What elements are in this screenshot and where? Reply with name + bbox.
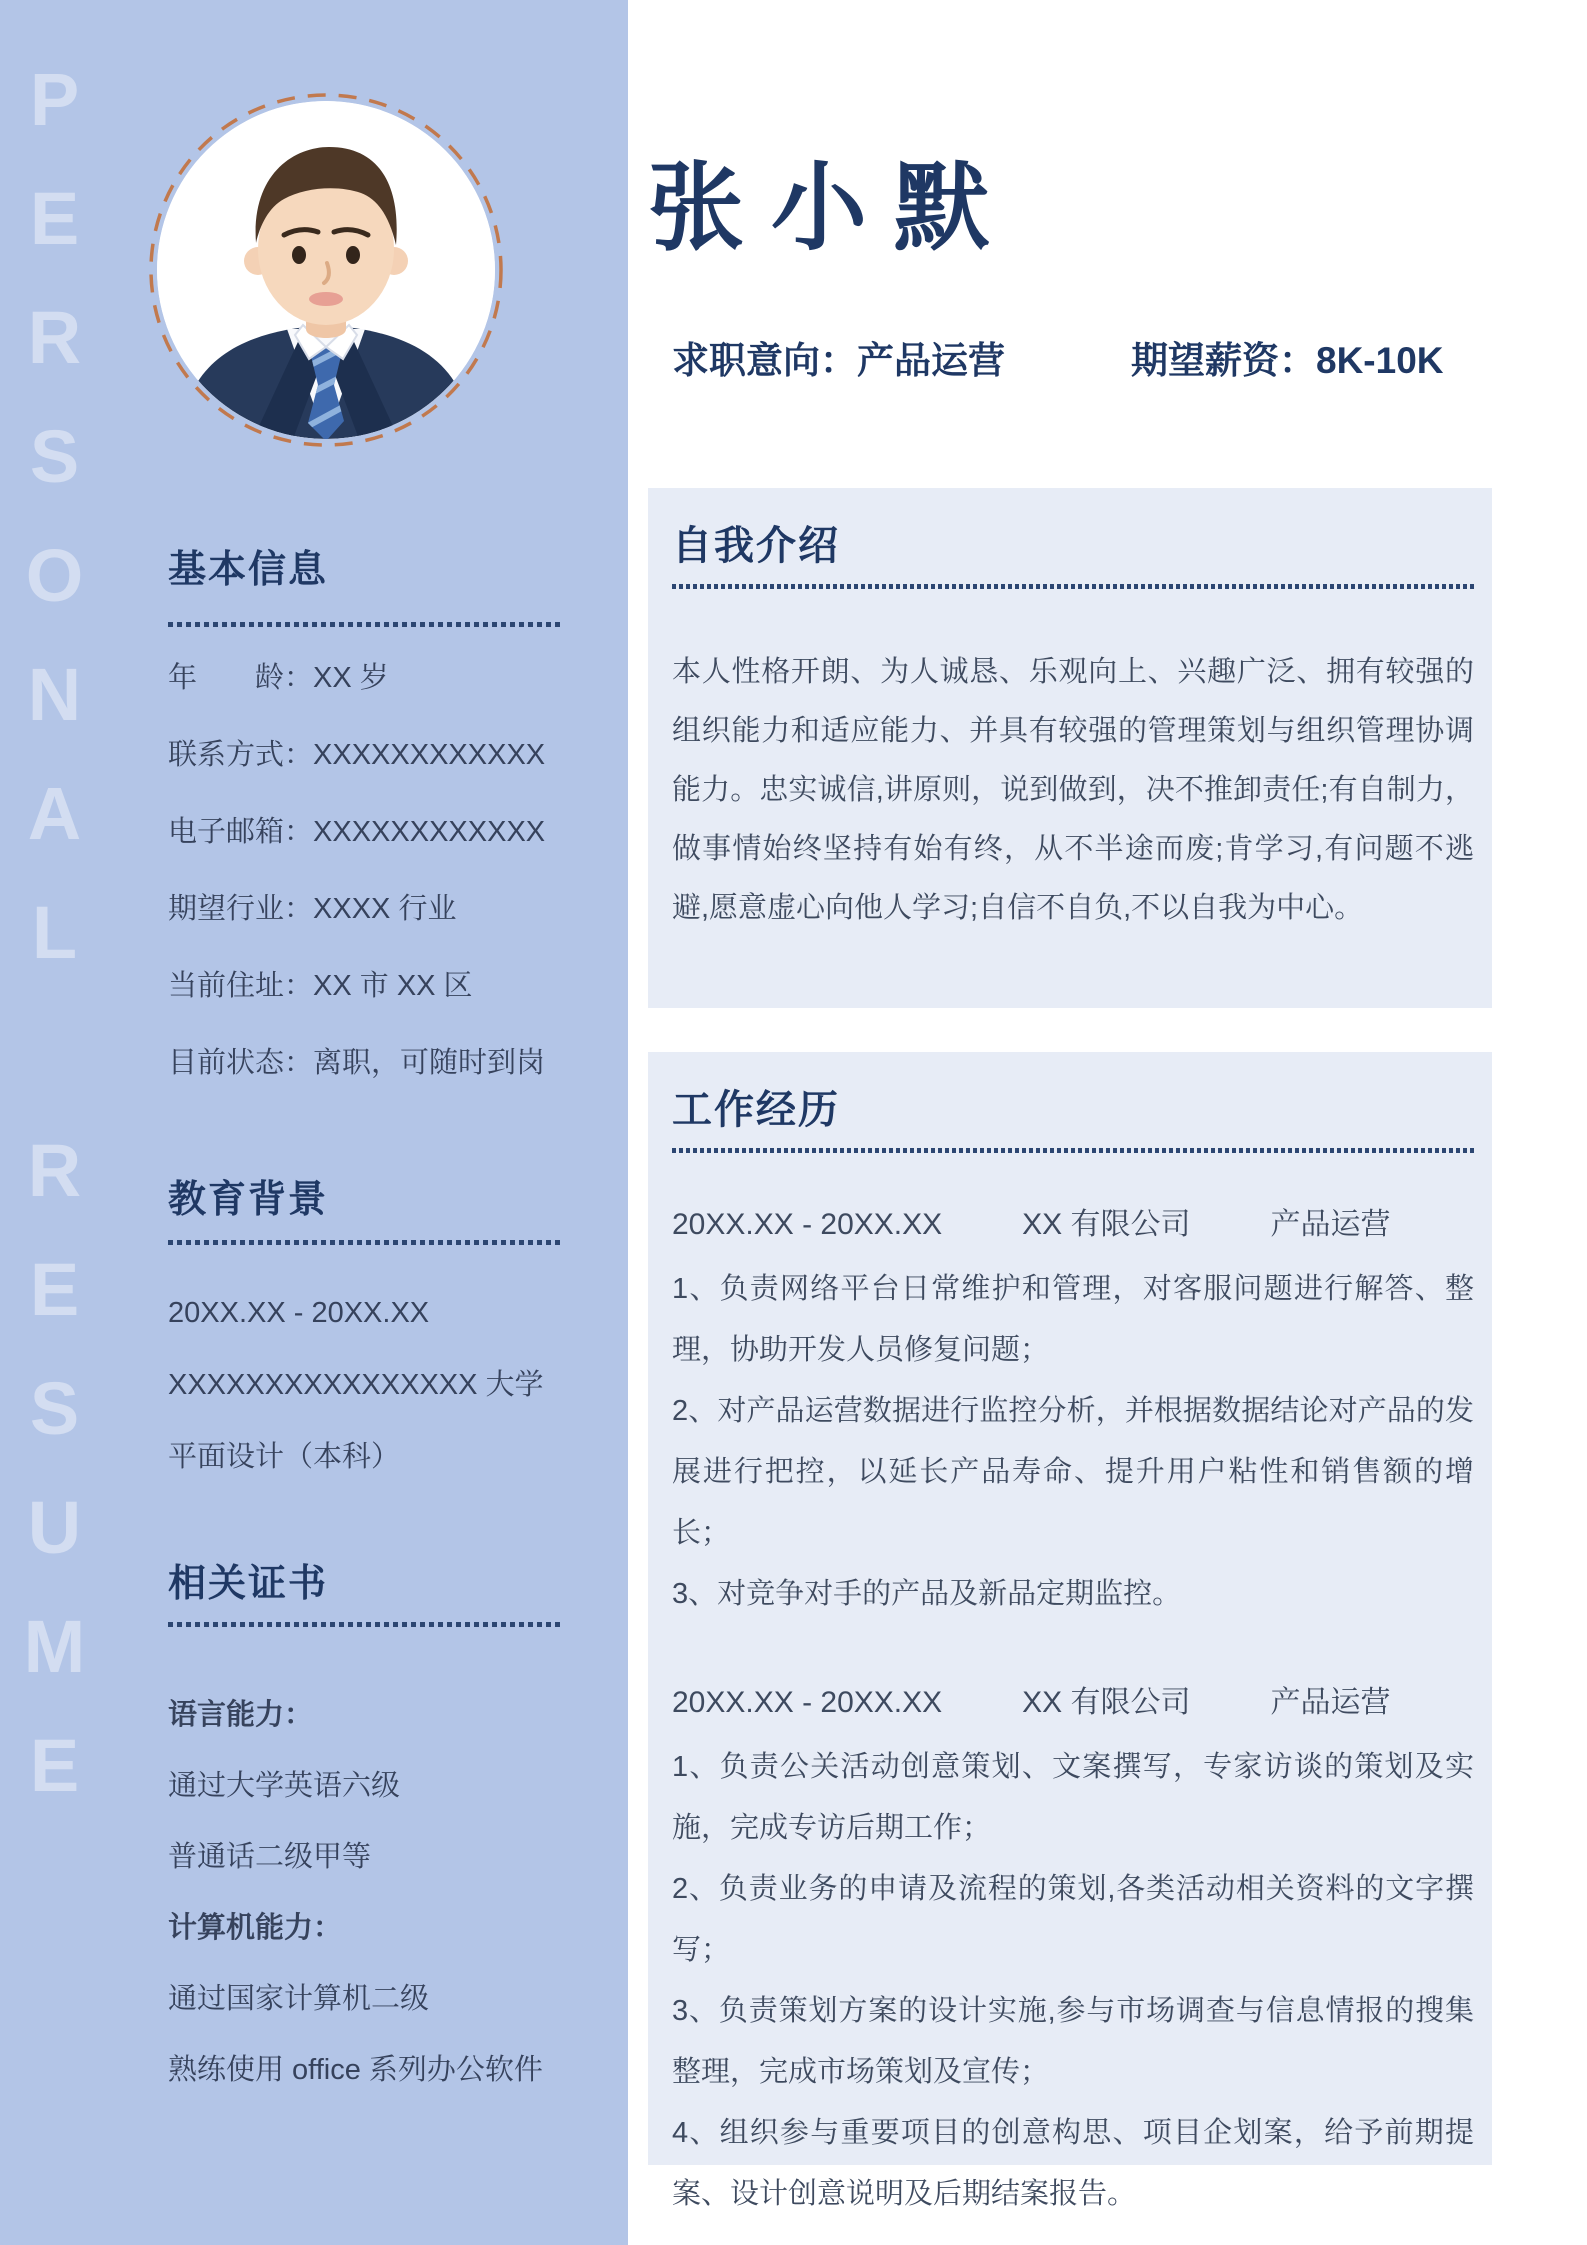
- job1-bullet-2: 2、对产品运营数据进行监控分析，并根据数据结论对产品的发展进行把控，以延长产品寿命、提升用户粘性和销售额的增长；: [672, 1395, 1474, 1549]
- job1-dates: 20XX.XX - 20XX.XX: [672, 1208, 943, 1241]
- profile-photo: [146, 90, 506, 450]
- intent-row: [672, 330, 1444, 384]
- certificates-divider: [168, 1622, 560, 1627]
- self-introduction-divider: [672, 584, 1474, 589]
- photo-disc: [157, 101, 495, 439]
- job2-company: XX 有限公司: [1022, 1686, 1191, 1719]
- job2-dates: 20XX.XX - 20XX.XX: [672, 1686, 943, 1719]
- education-major: 平面设计（本科）: [168, 1441, 401, 1473]
- candidate-name: 张小默: [648, 155, 1017, 262]
- field-status: 目前状态：离职，可随时到岗: [168, 1047, 546, 1079]
- education-dates: 20XX.XX - 20XX.XX: [168, 1297, 430, 1329]
- job2-role: 产品运营: [1270, 1686, 1391, 1719]
- job1-bullets: [672, 1259, 1474, 1625]
- job2-bullet-2: 2、负责业务的申请及流程的策划,各类活动相关资料的文字撰写；: [672, 1873, 1474, 1966]
- cert-office: 熟练使用 office 系列办公软件: [168, 2054, 543, 2086]
- job2-bullet-4: 4、组织参与重要项目的创意构思、项目企划案，给予前期提案、设计创意说明及后期结案报告。: [672, 2117, 1474, 2210]
- cert-computer-label: 计算机能力：: [168, 1912, 343, 1944]
- section-education: [168, 1168, 568, 1223]
- job1-bullet-3: 3、对竞争对手的产品及新品定期监控。: [672, 1578, 1182, 1610]
- job2-header: [672, 1683, 1474, 1723]
- male-portrait-illustration-icon: [157, 101, 495, 439]
- section-self-introduction: [648, 488, 1492, 1008]
- job1-header: [672, 1205, 1474, 1245]
- job2-bullet-1: 1、负责公关活动创意策划、文案撰写，专家访谈的策划及实施，完成专访后期工作；: [672, 1751, 1474, 1844]
- job-intent: 求职意向：产品运营: [672, 340, 1005, 381]
- basic-info-title: 基本信息: [168, 549, 329, 591]
- cert-mandarin: 普通话二级甲等: [168, 1841, 372, 1873]
- certificates-list: [168, 1680, 568, 2106]
- education-list: [168, 1277, 568, 1493]
- job1-company: XX 有限公司: [1022, 1208, 1191, 1241]
- field-email: 电子邮箱：XXXXXXXXXXXX: [168, 816, 546, 848]
- section-certificates: [168, 1552, 568, 1607]
- job1-bullet-1: 1、负责网络平台日常维护和管理，对客服问题进行解答、整理，协助开发人员修复问题；: [672, 1273, 1474, 1366]
- field-age: 年 龄：XX 岁: [168, 662, 389, 694]
- expected-salary: 期望薪资：8K-10K: [1131, 340, 1444, 381]
- work-experience-title: 工作经历: [672, 1088, 840, 1132]
- field-address: 当前住址：XX 市 XX 区: [168, 970, 473, 1002]
- basic-info-divider: [168, 622, 560, 627]
- self-introduction-title: 自我介绍: [672, 524, 840, 568]
- field-phone: 联系方式：XXXXXXXXXXXX: [168, 739, 546, 771]
- cert-english: 通过大学英语六级: [168, 1770, 401, 1802]
- cert-ncre: 通过国家计算机二级: [168, 1983, 430, 2015]
- section-work-experience: [648, 1052, 1492, 2210]
- self-introduction-body: 本人性格开朗、为人诚恳、乐观向上、兴趣广泛、拥有较强的组织能力和适应能力、并具有较强的管理策划与组织管理协调能力。忠实诚信,讲原则，说到做到，决不推卸责任;有自制力，做事情始终坚持有始有终，从不半途而废;肯学习,有问题不逃避,愿意虚心向他人学习;自信不自负,不以自我为中心。: [672, 656, 1474, 924]
- education-title: 教育背景: [168, 1179, 329, 1221]
- education-school: XXXXXXXXXXXXXXXX 大学: [168, 1369, 544, 1401]
- education-divider: [168, 1240, 560, 1245]
- section-basic-info: [168, 538, 568, 593]
- watermark-text: PERSONAL RESUME: [13, 58, 96, 1843]
- sidebar: [0, 0, 628, 2245]
- cert-language-label: 语言能力：: [168, 1699, 314, 1731]
- work-experience-divider: [672, 1148, 1474, 1153]
- basic-info-list: [168, 640, 568, 1102]
- job1-role: 产品运营: [1270, 1208, 1391, 1241]
- certificates-title: 相关证书: [168, 1563, 329, 1605]
- field-industry: 期望行业：XXXX 行业: [168, 893, 457, 925]
- job2-bullets: [672, 1737, 1474, 2225]
- job2-bullet-3: 3、负责策划方案的设计实施,参与市场调查与信息情报的搜集整理，完成市场策划及宣传；: [672, 1995, 1474, 2088]
